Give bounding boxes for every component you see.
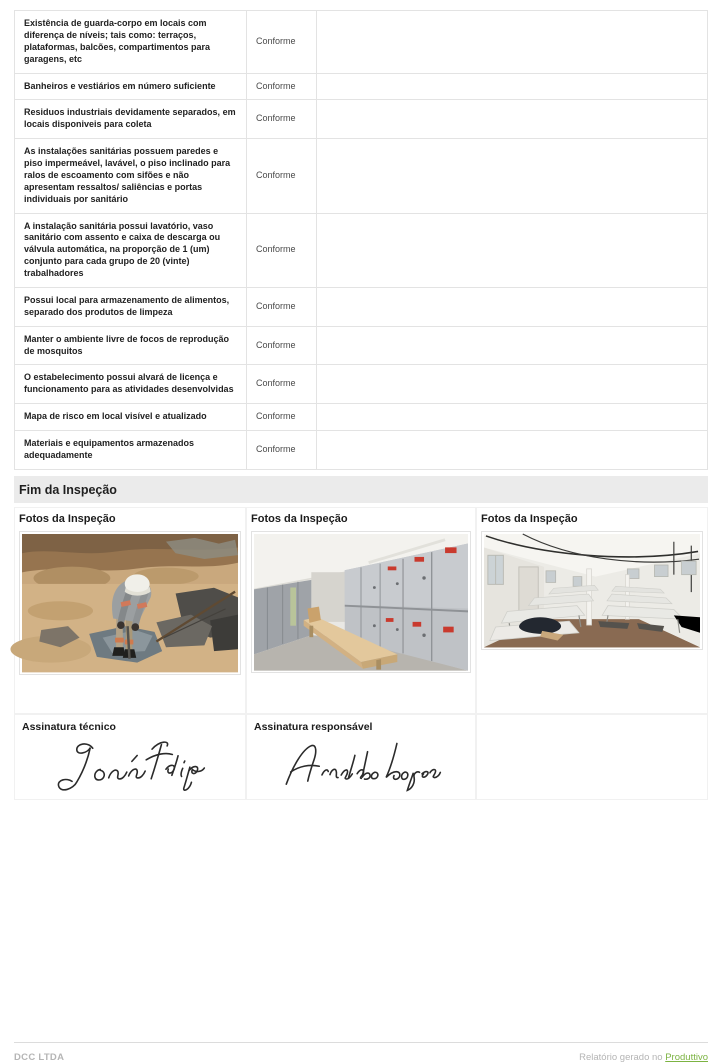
notes-cell bbox=[317, 287, 708, 326]
table-row bbox=[15, 431, 708, 470]
photo-caption: Fotos da Inspeção bbox=[251, 512, 348, 525]
signature-label: Assinatura responsável bbox=[254, 720, 373, 733]
photo-card[interactable] bbox=[481, 531, 703, 650]
checklist-item-text: Materiais e equipamentos armazenados adequadamente bbox=[15, 431, 247, 470]
table-row bbox=[15, 326, 708, 365]
notes-cell bbox=[317, 326, 708, 365]
checklist-item-text: Possui local para armazenamento de alimentos, separado dos produtos de limpeza bbox=[15, 287, 247, 326]
table-row bbox=[15, 365, 708, 404]
table-row bbox=[15, 213, 708, 287]
footer-generated-note bbox=[579, 1052, 708, 1063]
status-value: Conforme bbox=[247, 139, 317, 213]
status-value: Conforme bbox=[247, 287, 317, 326]
notes-cell bbox=[317, 365, 708, 404]
section-header-end-of-inspection bbox=[14, 476, 708, 503]
photo-caption-area bbox=[481, 650, 703, 690]
signature-cell-empty bbox=[476, 714, 708, 800]
checklist-item-text: Manter o ambiente livre de focos de reprodução de mosquitos bbox=[15, 326, 247, 365]
checklist-table bbox=[14, 10, 708, 470]
page-footer bbox=[14, 1042, 708, 1063]
status-value: Conforme bbox=[247, 404, 317, 431]
photo-caption-area bbox=[251, 673, 471, 707]
signature-cell-technician bbox=[14, 714, 246, 800]
status-value: Conforme bbox=[247, 213, 317, 287]
checklist-item-text: Existência de guarda-corpo em locais com diferença de níveis; tais como: terraços, plataformas, balcões, compartimentos para garagens, etc bbox=[15, 11, 247, 74]
table-row bbox=[15, 11, 708, 74]
photo-caption-area bbox=[19, 675, 241, 709]
notes-cell bbox=[317, 73, 708, 100]
photo-card[interactable] bbox=[19, 531, 241, 675]
table-row bbox=[15, 139, 708, 213]
notes-cell bbox=[317, 431, 708, 470]
table-row bbox=[15, 287, 708, 326]
section-title: Fim da Inspeção bbox=[19, 482, 117, 497]
notes-cell bbox=[317, 100, 708, 139]
photo-cell-1 bbox=[14, 507, 246, 714]
checklist-item-text: A instalação sanitária possui lavatório, vaso sanitário com assento e caixa de descarga ou válvula automática, na proporção de 1 (um) conjunto para cada grupo de 20 (vinte) trabalhadores bbox=[15, 213, 247, 287]
notes-cell bbox=[317, 11, 708, 74]
checklist-item-text: As instalações sanitárias possuem paredes e piso impermeável, lavável, o piso inclinado para ralos de escoamento com sifões e não apresentam ressaltos/ saliências e portas individuais por sanitário bbox=[15, 139, 247, 213]
inspection-photo-worker-drilling bbox=[22, 534, 238, 672]
status-value: Conforme bbox=[247, 73, 317, 100]
signature-label: Assinatura técnico bbox=[22, 720, 116, 733]
table-row bbox=[15, 404, 708, 431]
inspection-photo-dining-hall bbox=[484, 534, 700, 647]
notes-cell bbox=[317, 139, 708, 213]
table-row bbox=[15, 73, 708, 100]
photo-cell-2 bbox=[246, 507, 476, 714]
checklist-item-text: O estabelecimento possui alvará de licença e funcionamento para as atividades desenvolvidas bbox=[15, 365, 247, 404]
checklist-item-text: Mapa de risco em local visível e atualizado bbox=[15, 404, 247, 431]
photo-card[interactable] bbox=[251, 531, 471, 674]
checklist-item-text: Residuos industriais devidamente separados, em locais disponiveis para coleta bbox=[15, 100, 247, 139]
footer-generated-text: Relatório gerado no bbox=[579, 1051, 663, 1063]
status-value: Conforme bbox=[247, 431, 317, 470]
photo-caption: Fotos da Inspeção bbox=[481, 512, 578, 525]
status-value: Conforme bbox=[247, 100, 317, 139]
signature-jose-felipe bbox=[44, 735, 212, 793]
signatures-section bbox=[14, 714, 708, 800]
table-row bbox=[15, 100, 708, 139]
photo-caption: Fotos da Inspeção bbox=[19, 512, 116, 525]
signature-arnaldo-lopes bbox=[276, 735, 444, 793]
inspection-photo-locker-room bbox=[254, 534, 468, 671]
status-value: Conforme bbox=[247, 11, 317, 74]
signature-cell-responsible bbox=[246, 714, 476, 800]
notes-cell bbox=[317, 213, 708, 287]
notes-cell bbox=[317, 404, 708, 431]
footer-company-name: DCC LTDA bbox=[14, 1051, 65, 1063]
produttivo-link[interactable]: Produttivo bbox=[665, 1051, 708, 1063]
checklist-item-text: Banheiros e vestiários em número suficiente bbox=[15, 73, 247, 100]
photo-cell-3 bbox=[476, 507, 708, 714]
status-value: Conforme bbox=[247, 365, 317, 404]
photos-section bbox=[14, 507, 708, 714]
status-value: Conforme bbox=[247, 326, 317, 365]
